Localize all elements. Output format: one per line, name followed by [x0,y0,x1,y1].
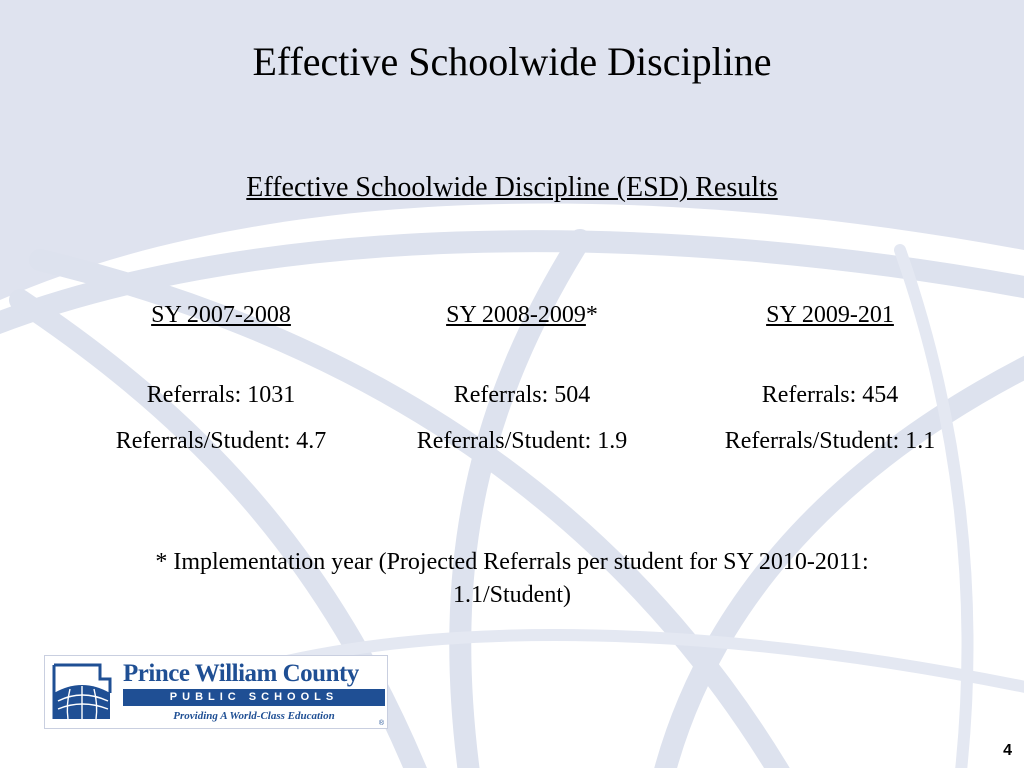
referrals-count: Referrals: 1031 [146,382,296,408]
referrals-per-student: Referrals/Student: 1.9 [416,428,628,454]
results-column-2008 [372,300,672,456]
referrals-count: Referrals: 454 [761,382,899,408]
results-column-2007 [71,300,371,456]
school-year-marker: * [585,302,598,328]
results-column-2009 [680,300,980,456]
referrals-per-student: Referrals/Student: 4.7 [115,428,327,454]
registered-mark: ® [378,720,384,727]
school-year-heading [71,300,371,330]
footnote-line: 1.1/Student) [453,582,571,608]
implementation-footnote [60,546,964,612]
school-year-label: SY 2007-2008 [151,302,291,328]
referrals-per-student: Referrals/Student: 1.1 [724,428,936,454]
logo-tagline: Providing A World-Class Education [173,710,335,722]
school-year-heading [680,300,980,330]
footnote-line: * Implementation year (Projected Referrals per student for SY 2010-2011: [155,549,869,575]
referrals-count: Referrals: 504 [453,382,591,408]
page-number: 4 [1003,742,1012,759]
school-year-label: SY 2009-201 [766,302,894,328]
school-year-heading [372,300,672,330]
globe-schoolhouse-icon [48,659,116,723]
school-year-label: SY 2008-2009 [446,302,586,328]
slide-subtitle: Effective Schoolwide Discipline (ESD) Results [246,172,778,203]
logo-name: Prince William County [123,660,359,687]
logo-bar: PUBLIC SCHOOLS [123,689,385,706]
pwcs-logo [44,655,388,729]
slide-title: Effective Schoolwide Discipline [252,39,772,84]
